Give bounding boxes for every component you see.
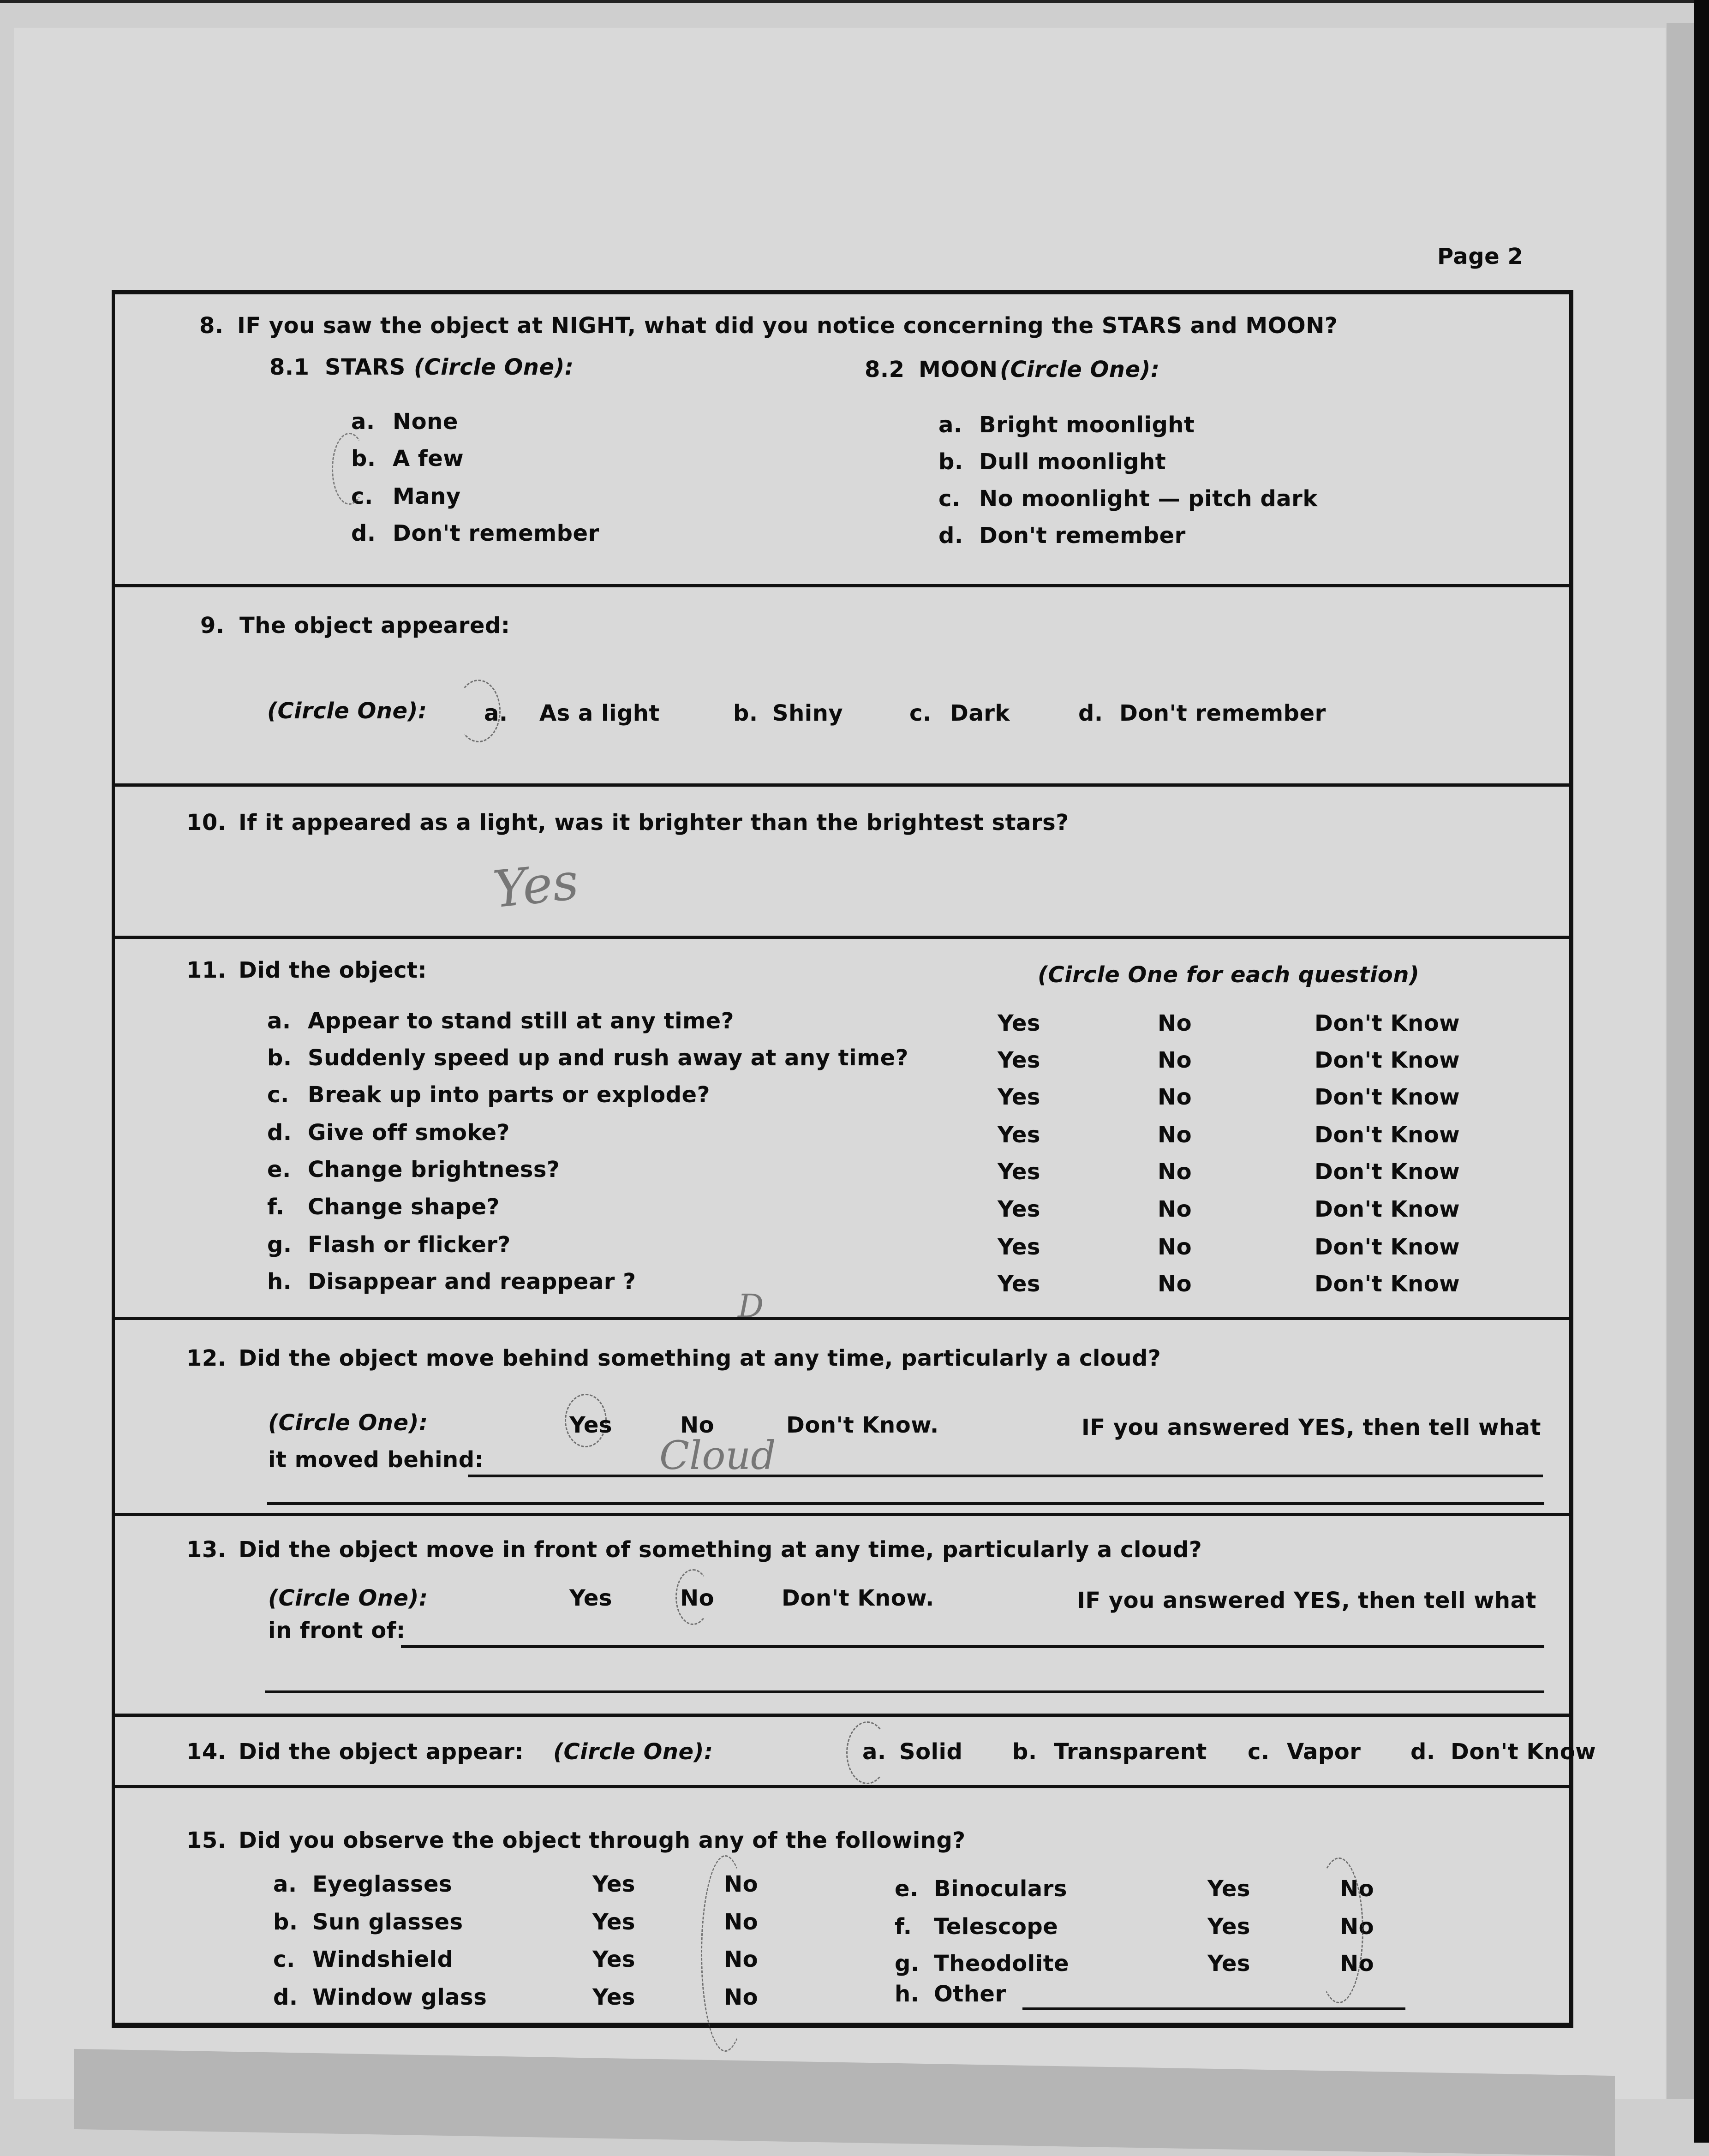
choice-no[interactable]: No [724, 1947, 759, 1972]
option-letter: a. [862, 1739, 886, 1765]
q12-choice-yes[interactable]: Yes [569, 1412, 612, 1438]
q13-question: Did the object move in front of something at any time, particularly a cloud? [239, 1537, 1202, 1563]
q13-answer-line-2 [265, 1690, 1544, 1693]
q12-answer-line-1 [468, 1475, 1543, 1477]
item-letter: c. [273, 1947, 295, 1972]
choice-dont-know[interactable]: Don't Know [1315, 1271, 1460, 1297]
option-letter: d. [938, 523, 963, 549]
q13-followup-label: in front of: [268, 1618, 406, 1643]
option-text: Solid [899, 1739, 963, 1765]
scan-shadow-right [1667, 23, 1694, 2099]
option-text: Many [393, 484, 461, 509]
q13-choice-dont-know[interactable]: Don't Know. [782, 1585, 934, 1611]
choice-yes[interactable]: Yes [592, 1909, 635, 1935]
pencil-circle-q15-right-no [1315, 1857, 1363, 2003]
item-question: Appear to stand still at any time? [308, 1008, 734, 1034]
section-q8 [115, 294, 1569, 587]
q13-answer-line-1 [401, 1645, 1544, 1648]
choice-dont-know[interactable]: Don't Know [1315, 1047, 1460, 1073]
section-q13 [115, 1516, 1569, 1717]
option-letter: c. [1248, 1739, 1270, 1765]
handwritten-answer-q12[interactable]: Cloud [659, 1433, 776, 1479]
item-label: Telescope [934, 1914, 1058, 1940]
section-q11 [115, 939, 1569, 1325]
pencil-circle-q15-left-no [701, 1855, 750, 2052]
option-text: Shiny [772, 700, 843, 726]
option-text: Don't remember [393, 520, 599, 546]
item-question: Break up into parts or explode? [308, 1082, 710, 1108]
q12-number: 12. [186, 1345, 227, 1371]
option-text: Vapor [1287, 1739, 1361, 1765]
item-question: Change shape? [308, 1194, 500, 1220]
page-number: Page 2 [1437, 244, 1524, 269]
option-letter: b. [938, 449, 963, 475]
item-letter: d. [267, 1120, 292, 1146]
q12-choice-dont-know[interactable]: Don't Know. [786, 1412, 939, 1438]
choice-yes[interactable]: Yes [998, 1084, 1040, 1110]
q12-question: Did the object move behind something at any time, particularly a cloud? [239, 1345, 1161, 1371]
q12-followup: IF you answered YES, then tell what [1082, 1415, 1541, 1440]
item-label: Windshield [312, 1947, 454, 1972]
item-question: Give off smoke? [308, 1120, 510, 1146]
option-letter: c. [909, 700, 932, 726]
item-letter: c. [267, 1082, 289, 1108]
q11-instruction: (Circle One for each question) [1038, 962, 1420, 988]
section-q15 [115, 1788, 1569, 2028]
option-letter: a. [484, 700, 508, 726]
item-letter: e. [895, 1876, 919, 1902]
choice-no[interactable]: No [1340, 1914, 1374, 1940]
option-text: Transparent [1054, 1739, 1207, 1765]
choice-dont-know[interactable]: Don't Know [1315, 1122, 1460, 1148]
choice-yes[interactable]: Yes [592, 1984, 635, 2010]
item-question: Disappear and reappear ? [308, 1269, 636, 1295]
item-question: Change brightness? [308, 1157, 560, 1183]
item-letter: a. [267, 1008, 291, 1034]
q15-other-label: Other [934, 1981, 1006, 2007]
section-q12 [115, 1320, 1569, 1516]
choice-yes[interactable]: Yes [998, 1122, 1040, 1148]
item-letter: d. [273, 1984, 298, 2010]
item-label: Sun glasses [312, 1909, 463, 1935]
q8-moon-number: 8.2 [865, 357, 905, 382]
choice-no[interactable]: No [1158, 1271, 1192, 1297]
item-letter: a. [273, 1871, 297, 1897]
item-label: Window glass [312, 1984, 487, 2010]
handwritten-mark-q11: D [738, 1287, 764, 1325]
q10-number: 10. [186, 810, 227, 836]
q13-instruction: (Circle One): [268, 1585, 428, 1611]
q8-number: 8. [199, 313, 224, 339]
option-text: Don't Know [1451, 1739, 1596, 1765]
option-letter: c. [351, 484, 373, 509]
q12-choice-no[interactable]: No [680, 1412, 715, 1438]
choice-yes[interactable]: Yes [1207, 1914, 1250, 1940]
choice-yes[interactable]: Yes [998, 1159, 1040, 1185]
choice-no[interactable]: No [724, 1984, 759, 2010]
choice-no[interactable]: No [724, 1909, 759, 1935]
handwritten-answer-q10[interactable]: Yes [490, 851, 581, 920]
scan-edge-top [0, 0, 1709, 3]
q12-instruction: (Circle One): [268, 1410, 428, 1436]
q8-stars-instruction: (Circle One): [414, 354, 574, 380]
q8-moon-instruction: (Circle One): [1000, 357, 1160, 382]
item-letter: g. [895, 1951, 920, 1977]
section-q9 [115, 587, 1569, 787]
option-letter: d. [1078, 700, 1103, 726]
choice-no[interactable]: No [724, 1871, 759, 1897]
item-letter: g. [267, 1232, 292, 1258]
choice-yes[interactable]: Yes [998, 1271, 1040, 1297]
q11-number: 11. [186, 957, 227, 983]
option-letter: b. [351, 446, 376, 472]
choice-dont-know[interactable]: Don't Know [1315, 1196, 1460, 1222]
item-question: Flash or flicker? [308, 1232, 511, 1258]
choice-yes[interactable]: Yes [998, 1010, 1040, 1036]
choice-yes[interactable]: Yes [592, 1871, 635, 1897]
q15-other-field[interactable] [1022, 2007, 1405, 2010]
choice-no[interactable]: No [1158, 1084, 1192, 1110]
q14-instruction: (Circle One): [553, 1739, 713, 1765]
choice-no[interactable]: No [1158, 1047, 1192, 1073]
q13-choice-no[interactable]: No [680, 1585, 715, 1611]
q15-number: 15. [186, 1828, 227, 1853]
choice-yes[interactable]: Yes [1207, 1876, 1250, 1902]
q8-stars-label: STARS [325, 354, 406, 380]
choice-yes[interactable]: Yes [998, 1047, 1040, 1073]
choice-yes[interactable]: Yes [592, 1947, 635, 1972]
q9-instruction: (Circle One): [267, 698, 427, 724]
q13-followup: IF you answered YES, then tell what [1077, 1588, 1536, 1613]
questionnaire-form [112, 290, 1596, 2028]
item-label: Eyeglasses [312, 1871, 453, 1897]
item-label: Theodolite [934, 1951, 1070, 1977]
item-letter: f. [895, 1914, 912, 1940]
choice-yes[interactable]: Yes [998, 1196, 1040, 1222]
option-text: No moonlight — pitch dark [979, 486, 1318, 512]
option-text: Dark [950, 700, 1010, 726]
option-letter: a. [938, 412, 962, 438]
item-question: Suddenly speed up and rush away at any time? [308, 1045, 908, 1071]
choice-no[interactable]: No [1158, 1159, 1192, 1185]
q13-choice-yes[interactable]: Yes [569, 1585, 612, 1611]
q8-stars-number: 8.1 [269, 354, 310, 380]
item-letter: e. [267, 1157, 291, 1183]
q8-moon-label: MOON [919, 357, 998, 382]
option-text: Don't remember [1119, 700, 1326, 726]
option-letter: a. [351, 409, 375, 435]
q9-question: The object appeared: [239, 613, 510, 639]
pencil-circle-stars-b [332, 433, 367, 505]
option-text: Dull moonlight [979, 449, 1166, 475]
q8-question: IF you saw the object at NIGHT, what did you notice concerning the STARS and MOON? [237, 313, 1338, 339]
choice-yes[interactable]: Yes [998, 1234, 1040, 1260]
section-q10 [115, 787, 1569, 939]
q11-question: Did the object: [239, 957, 427, 983]
item-label: Binoculars [934, 1876, 1067, 1902]
item-letter: h. [267, 1269, 292, 1295]
choice-yes[interactable]: Yes [1207, 1951, 1250, 1977]
q10-question: If it appeared as a light, was it brighter than the brightest stars? [239, 810, 1069, 836]
choice-dont-know[interactable]: Don't Know [1315, 1234, 1460, 1260]
option-text: Don't remember [979, 523, 1186, 549]
choice-dont-know[interactable]: Don't Know [1315, 1010, 1460, 1036]
q15-question: Did you observe the object through any of the following? [239, 1828, 966, 1853]
q14-question: Did the object appear: [239, 1739, 524, 1765]
choice-no[interactable]: No [1158, 1196, 1192, 1222]
scan-edge-right [1694, 0, 1709, 2143]
choice-no[interactable]: No [1340, 1951, 1374, 1977]
item-letter: b. [273, 1909, 298, 1935]
option-letter: b. [1012, 1739, 1037, 1765]
option-letter: b. [733, 700, 758, 726]
option-letter: d. [1410, 1739, 1435, 1765]
choice-no[interactable]: No [1340, 1876, 1374, 1902]
q14-number: 14. [186, 1739, 227, 1765]
option-text: Bright moonlight [979, 412, 1195, 438]
section-q14 [115, 1717, 1596, 1788]
item-letter: f. [267, 1194, 285, 1220]
choice-no[interactable]: No [1158, 1122, 1192, 1148]
q13-number: 13. [186, 1537, 227, 1563]
choice-dont-know[interactable]: Don't Know [1315, 1084, 1460, 1110]
q12-followup-label: it moved behind: [268, 1447, 484, 1473]
q12-answer-line-2 [267, 1502, 1544, 1505]
option-text: As a light [539, 700, 660, 726]
choice-dont-know[interactable]: Don't Know [1315, 1159, 1460, 1185]
q15-other-letter: h. [895, 1981, 920, 2007]
q9-number: 9. [200, 613, 225, 639]
choice-no[interactable]: No [1158, 1234, 1192, 1260]
choice-no[interactable]: No [1158, 1010, 1192, 1036]
item-letter: b. [267, 1045, 292, 1071]
option-text: None [393, 409, 458, 435]
option-letter: c. [938, 486, 961, 512]
option-letter: d. [351, 520, 376, 546]
option-text: A few [393, 446, 464, 472]
